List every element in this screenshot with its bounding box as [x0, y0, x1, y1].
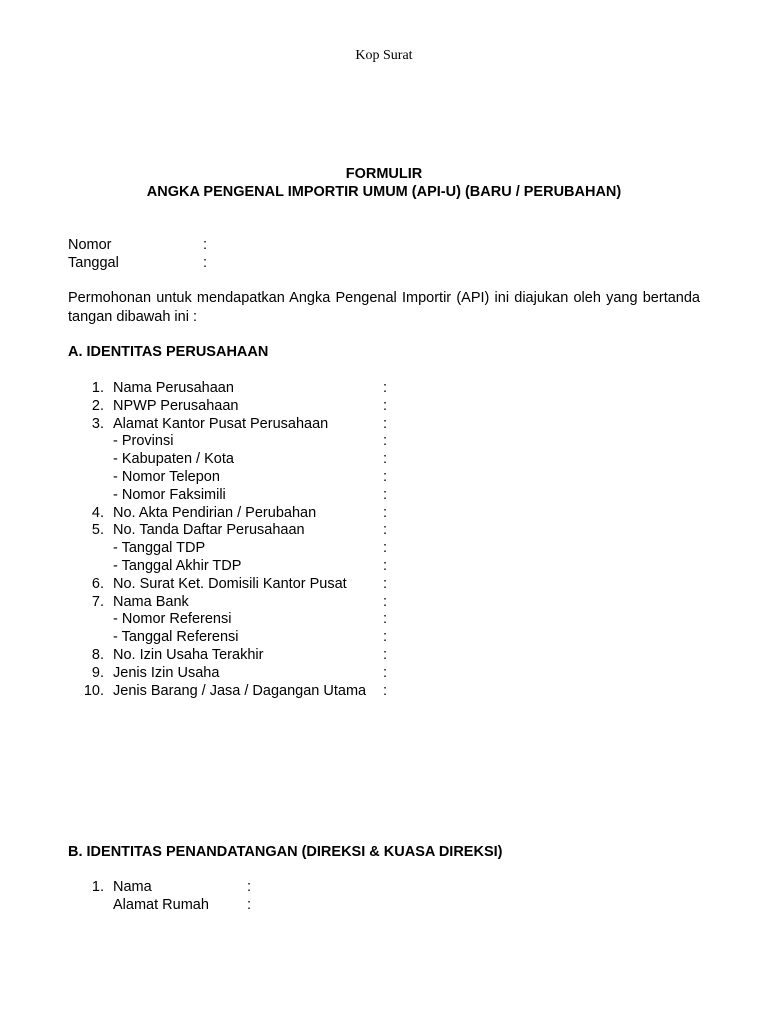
section-a-item: [0, 646, 768, 664]
list-item-number: 8.: [91, 647, 104, 663]
list-item-number: 1.: [91, 879, 104, 895]
section-a-item: [0, 450, 768, 468]
section-a-item: [0, 379, 768, 397]
list-item-number: 2.: [91, 397, 104, 414]
list-item-colon: :: [383, 558, 388, 574]
list-item-label: - Tanggal TDP: [113, 540, 206, 557]
list-item-label: No. Tanda Daftar Perusahaan: [113, 522, 305, 539]
section-a-item: [0, 682, 768, 700]
section-a-item: [0, 397, 768, 415]
list-item-number: 10.: [83, 682, 104, 699]
list-item-number: 4.: [91, 504, 104, 521]
section-a-item: [0, 575, 768, 593]
list-item-label: Jenis Izin Usaha: [113, 664, 220, 681]
list-item-label: - Nomor Telepon: [113, 469, 220, 485]
list-item-colon: :: [383, 380, 388, 396]
section-a-item: [0, 664, 768, 682]
form-subtitle: ANGKA PENGENAL IMPORTIR UMUM (API-U) (BARU / PERUBAHAN): [146, 184, 622, 200]
list-item-colon: :: [383, 682, 388, 699]
section-a-item: [0, 557, 768, 575]
list-item-number: 3.: [91, 415, 104, 432]
list-item-colon: :: [383, 575, 388, 592]
letterhead-placeholder: Kop Surat: [355, 48, 413, 63]
list-item-colon: :: [383, 415, 388, 432]
list-item-number: 6.: [91, 575, 104, 592]
list-item-colon: :: [383, 469, 388, 485]
list-item-colon: :: [247, 879, 252, 895]
section-a-item: [0, 593, 768, 611]
list-item-label: No. Izin Usaha Terakhir: [113, 647, 264, 663]
list-item-label: No. Akta Pendirian / Perubahan: [113, 504, 317, 521]
section-b-item: [0, 878, 768, 896]
list-item-number: 9.: [91, 664, 104, 681]
list-item-colon: :: [383, 664, 388, 681]
list-item-colon: :: [383, 522, 388, 539]
list-item-label: - Provinsi: [113, 433, 174, 450]
section-a-item: [0, 468, 768, 486]
list-item-label: - Kabupaten / Kota: [113, 451, 234, 468]
section-a-item: [0, 432, 768, 450]
list-item-number: 7.: [91, 593, 104, 610]
section-a-item: [0, 521, 768, 539]
list-item-label: Alamat Rumah: [113, 897, 209, 913]
nomor-label: Nomor: [68, 237, 112, 253]
list-item-colon: :: [383, 433, 388, 450]
list-item-colon: :: [383, 629, 388, 646]
list-item-label: - Tanggal Akhir TDP: [113, 558, 242, 574]
list-item-colon: :: [383, 504, 388, 521]
section-a-item: [0, 486, 768, 504]
section-b-heading: B. IDENTITAS PENANDATANGAN (DIREKSI & KUASA DIREKSI): [68, 844, 503, 860]
list-item-colon: :: [247, 897, 252, 913]
list-item-label: Nama Perusahaan: [113, 380, 234, 396]
list-item-label: NPWP Perusahaan: [113, 397, 239, 414]
nomor-colon: :: [203, 237, 208, 253]
list-item-number: 1.: [91, 380, 104, 396]
list-item-colon: :: [383, 593, 388, 610]
list-item-colon: :: [383, 451, 388, 468]
list-item-colon: :: [383, 647, 388, 663]
section-a-item: [0, 504, 768, 522]
list-item-colon: :: [383, 540, 388, 557]
list-item-colon: :: [383, 397, 388, 414]
list-item-label: - Nomor Faksimili: [113, 486, 226, 503]
list-item-label: - Nomor Referensi: [113, 611, 232, 628]
tanggal-colon: :: [203, 255, 208, 271]
section-b-item: [0, 896, 768, 914]
tanggal-label: Tanggal: [68, 255, 119, 271]
list-item-label: Jenis Barang / Jasa / Dagangan Utama: [113, 682, 367, 699]
section-a-item: [0, 415, 768, 433]
list-item-label: Nama Bank: [113, 593, 189, 610]
section-a-item: [0, 539, 768, 557]
list-item-label: Alamat Kantor Pusat Perusahaan: [113, 415, 329, 432]
list-item-colon: :: [383, 486, 388, 503]
list-item-number: 5.: [91, 522, 104, 539]
list-item-label: No. Surat Ket. Domisili Kantor Pusat: [113, 575, 347, 592]
section-a-heading: A. IDENTITAS PERUSAHAAN: [68, 344, 269, 360]
intro-paragraph: Permohonan untuk mendapatkan Angka Pengenal Importir (API) ini diajukan oleh yang bertanda tangan dibawah ini :: [68, 290, 700, 325]
list-item-colon: :: [383, 611, 388, 628]
list-item-label: Nama: [113, 879, 152, 895]
section-a-item: [0, 628, 768, 646]
list-item-label: - Tanggal Referensi: [113, 629, 239, 646]
form-title: FORMULIR: [345, 166, 423, 182]
section-a-item: [0, 610, 768, 628]
